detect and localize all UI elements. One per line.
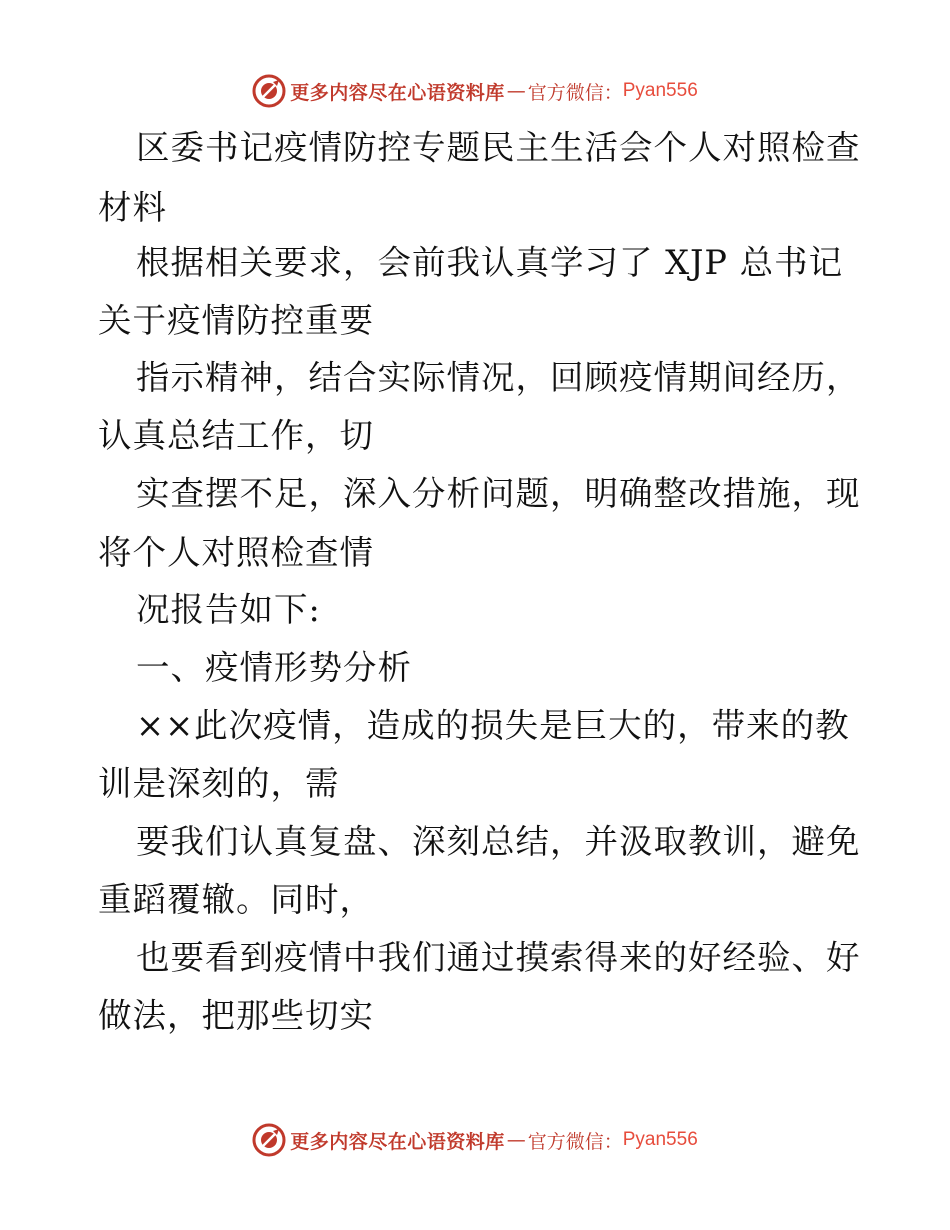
banner-wechat-label: 官方微信： xyxy=(527,1130,623,1153)
banner-text: 更多内容尽在心语资料库 xyxy=(290,1130,505,1153)
doc-line: 做法，把那些切实 xyxy=(98,996,374,1035)
banner-wechat-id: Pyan556 xyxy=(622,80,698,101)
doc-line: 关于疫情防控重要 xyxy=(98,301,374,340)
doc-line: 也要看到疫情中我们通过摸索得来的好经验、好 xyxy=(136,938,861,977)
banner-dash: — xyxy=(506,80,526,102)
banner-text: 更多内容尽在心语资料库 xyxy=(290,81,505,104)
doc-line: 要我们认真复盘、深刻总结，并汲取教训，避免 xyxy=(136,822,861,861)
banner-dash: — xyxy=(506,1129,526,1151)
doc-line: 训是深刻的，需 xyxy=(98,764,340,803)
banner-wechat-id: Pyan556 xyxy=(622,1129,698,1150)
doc-line: 实查摆不足，深入分析问题，明确整改措施，现 xyxy=(136,474,861,513)
doc-line: 指示精神，结合实际情况，回顾疫情期间经历， xyxy=(136,358,861,397)
doc-line: 根据相关要求，会前我认真学习了 XJP 总书记 xyxy=(136,243,844,282)
banner-wechat-label: 官方微信： xyxy=(527,81,623,104)
doc-line: 况报告如下: xyxy=(136,590,321,629)
brand-logo-icon xyxy=(252,1123,286,1157)
doc-line: ××此次疫情，造成的损失是巨大的，带来的教 xyxy=(136,706,850,745)
doc-line: 材料 xyxy=(98,188,167,227)
doc-line: 区委书记疫情防控专题民主生活会个人对照检查 xyxy=(136,128,861,167)
header-banner xyxy=(0,71,950,111)
doc-line: 将个人对照检查情 xyxy=(98,533,374,572)
section-heading: 一、疫情形势分析 xyxy=(136,648,412,687)
doc-line: 认真总结工作，切 xyxy=(98,416,374,455)
brand-logo-icon xyxy=(252,74,286,108)
footer-banner xyxy=(0,1120,950,1160)
doc-line: 重蹈覆辙。同时， xyxy=(98,880,374,919)
